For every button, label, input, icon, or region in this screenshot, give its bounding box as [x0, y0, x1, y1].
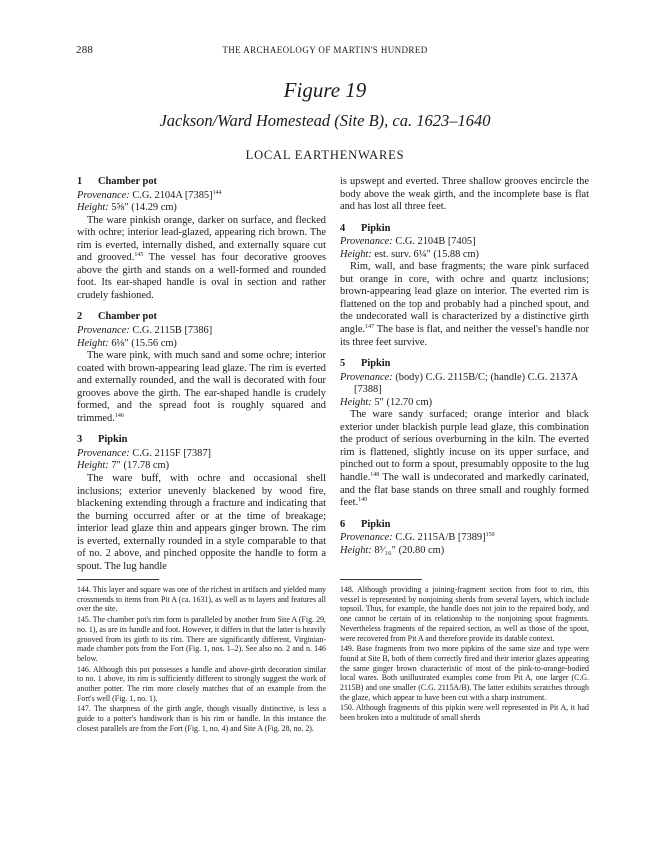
entry-number: 2 [77, 311, 83, 323]
figure-subtitle: Jackson/Ward Homestead (Site B), ca. 1623–1640 [159, 111, 491, 130]
page-number: 288 [76, 44, 94, 56]
entry-heading [340, 358, 589, 371]
footnote: 146. Although this pot possesses a handle and above-girth decoration similar to no. 1 above, its rim is sufficiently different to strongly suggest the work of another potter. The rim more closely matches that of an example from the Fort's well (Fig. 1, no. 1). [77, 664, 326, 703]
entry-description: The ware pink, with much sand and some ochre; interior coated with brown-appearing lead glaze. The rim is everted and externally rounded, and the wall is decorated with four grooves above the girth. The ear-shaped handle is crudely formed, and the spread foot is roughly squared and trimmed.$^{146}$ [77, 350, 326, 424]
entry-provenance: Provenance: C.G. 2104A $[7385]^{144}$ [77, 189, 222, 201]
entry-height: Height: 5″ (12.70 cm) [340, 396, 433, 408]
entry-name: Chamber pot [98, 176, 157, 187]
entry-description: The ware buff, with ochre and occasional shell inclusions; exterior unevenly blackened by wood fire, blackening extending through a fracture and indicating that the burning occurred after or at the time of breakage; interior lead glaze thin and appears ginger brown. The rim is everted, externally rounded in a style comparable to that of no. 2 above, and pinched opposite the handle to form a spout. The lug handle [77, 473, 326, 572]
entry-number: 1 [77, 176, 83, 187]
entry-height: Height: 6⅛″ (15.56 cm) [77, 337, 177, 349]
entry-description: The ware pinkish orange, darker on surface, and flecked with ochre; interior lead-glazed, appearing rich brown. The rim is everted, internally dished, and externally square cut and grooved.$^{145}$ The vessel has four decorative grooves above the girth and stands on a well-formed and rounded foot. Its ear-shaped handle is oval in section and rather crudely fashioned. [77, 214, 327, 301]
footnote: 148. Although providing a joining-fragment section from foot to rim, this vessel is represented by nonjoining sherds from several layers, which include topsoil. Thus, for example, the handle does not join to the repaired body, and one cannot be certain of its relationship to the nonjoining spout fragments. Nevertheless fragments of the repaired section, as well as those of the spout, were recovered from Pit A and therefore provide its datable context. [340, 585, 589, 643]
entry-name: Pipkin [98, 434, 128, 446]
catalog-entry [340, 358, 589, 510]
entry-heading [340, 223, 589, 236]
section-heading: LOCAL EARTHENWARES [245, 148, 405, 162]
footnote: 147. The sharpness of the girth angle, though visually distinctive, is less a guide to a potter's handiwork than is his rim or handle. In this instance the closest parallels are from the Fort (Fig. 1, no. 4) and Site A (Fig. 28, no. 2). [77, 704, 326, 733]
entry-provenance: Provenance: (body) C.G. 2115B/C; (handle) C.G. 2137A [7388] [340, 371, 578, 396]
footnote-ref[interactable]: 148 [370, 472, 380, 479]
entry-number: 5 [340, 358, 346, 370]
footnote-ref[interactable]: 144 [212, 189, 222, 196]
entry-provenance: Provenance: C.G. 2104B [7405] [340, 236, 476, 248]
footnote-ref[interactable]: 147 [365, 324, 375, 331]
entry-name: Pipkin [361, 358, 391, 370]
entry-continuation [340, 176, 589, 214]
catalog-entry [77, 176, 326, 302]
footnote-rule [340, 579, 422, 580]
catalog-entry [77, 434, 326, 573]
entry-description: The ware sandy surfaced; orange interior and black exterior under blackish purple lead glaze, this combination the product of serious overburning in the kiln. The everted rim is flattened, slightly incuse on its upper surface, and pinched out to form a spout, presumably opposite to the lug handle.$^{148}$ The wall is undecorated and markedly carinated, and the flat base stands on three small and roughly formed feet.$^{149}$ [340, 409, 589, 509]
entry-provenance: Provenance: C.G. 2115B [7386] [77, 325, 213, 337]
entry-height: Height: 5⅝″ (14.29 cm) [77, 202, 177, 214]
footnote: 150. Although fragments of this pipkin were well represented in Pit A, it had been broken into a multitude of small sherds [340, 703, 589, 723]
running-title: THE ARCHAEOLOGY OF MARTIN'S HUNDRED [222, 45, 428, 55]
footnote: 149. Base fragments from two more pipkins of the same size and type were found at Site B, both of them correctly fired and their interior glazes appearing the same ginger brown characteristic of most of the pink-to-orange-bodied local wares. Both unillustrated examples come from Pit A, one larger (C.G. 2115B) and one smaller (C.G. 2115A/B). The latter exhibits scratches through the glaze, which appear to have been cut with a sharp instrument. [340, 644, 589, 702]
footnotes-right [340, 585, 589, 724]
entry-heading [77, 311, 326, 324]
footnote-ref[interactable]: 149 [358, 497, 368, 504]
catalog-entry [340, 519, 589, 558]
entry-provenance: Provenance: C.G. 2115F [7387] [77, 447, 212, 459]
right-column [340, 176, 589, 566]
footnote: 144. This layer and square was one of the richest in artifacts and yielded many crossmends to items from Pit A (ca. 1631), as well as to layers and features all over the site. [77, 585, 326, 614]
entry-number: 4 [340, 222, 346, 234]
footnote-ref[interactable]: 146 [114, 412, 124, 419]
footnote-ref[interactable]: 150 [485, 532, 495, 539]
entry-heading [77, 434, 326, 447]
footnotes-left [77, 585, 326, 735]
entry-description: Rim, wall, and base fragments; the ware pink surfaced but orange in core, with ochre and quartz inclusions; brown-appearing lead glaze on interior. The everted rim is flattened on the top and probably had a pinched spout, and the undecorated wall is characterized by a distinctive girth angle.$^{147}$ The base is flat, and neither the vessel's handle nor its three feet survive. [340, 261, 589, 348]
figure-title: Figure 19 [283, 78, 367, 102]
entry-heading [340, 519, 589, 532]
footnote-ref[interactable]: 145 [134, 252, 144, 259]
entry-name: Pipkin [361, 222, 391, 234]
running-head [70, 44, 580, 58]
entry-height: Height: est. surv. 6¼″ (15.88 cm) [340, 248, 480, 260]
entry-number: 6 [340, 518, 346, 530]
entry-height: Height: 7″ (17.78 cm) [77, 460, 170, 472]
entry-number: 3 [77, 434, 83, 446]
footnote-rule [77, 579, 159, 580]
left-column [77, 176, 326, 582]
entry-height: Height: 8³⁄₁₆″ (20.80 cm) [340, 544, 445, 556]
entry-name: Pipkin [361, 518, 391, 530]
entry-heading [77, 176, 326, 189]
entry-name: Chamber pot [98, 311, 157, 323]
entry-provenance: Provenance: C.G. 2115A/B $[7389]^{150}$ [340, 532, 495, 544]
catalog-entry [77, 311, 326, 425]
footnote: 145. The chamber pot's rim form is paralleled by another from Site A (Fig. 29, no. 1), as are its handle and foot. However, it differs in that the latter is heavily grooved from its girth to its rim. There are significantly different, Virginian-made chamber pots from the Fort (Fig. 1, nos. 1–2). See also no. 2 and n. 146 below. [77, 615, 326, 663]
continued-text: is upswept and everted. Three shallow grooves encircle the body above the weak girth, and the incomplete base is flat and has lost all three feet. [340, 176, 589, 213]
catalog-entry [340, 223, 589, 349]
